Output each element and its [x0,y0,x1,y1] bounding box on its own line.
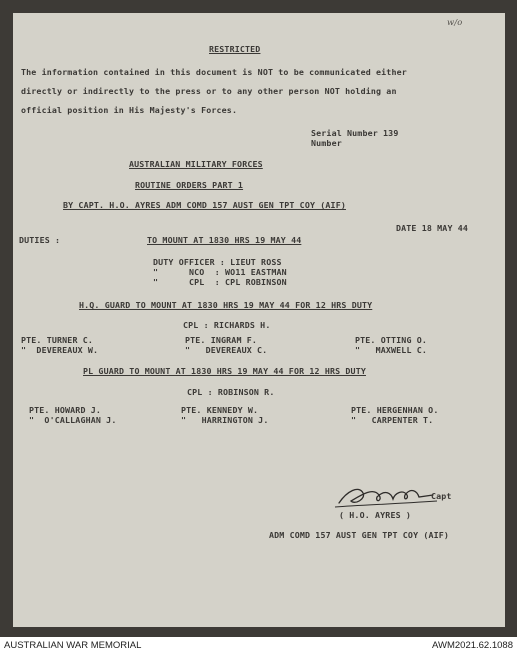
document-sheet [13,13,505,627]
archive-name: AUSTRALIAN WAR MEMORIAL [4,640,142,651]
duty-nco-line: " NCO : WO11 EASTMAN [153,267,287,277]
force-heading: AUSTRALIAN MILITARY FORCES [129,159,263,169]
pl-guard-col2-line1: PTE. KENNEDY W. [181,405,259,415]
pl-guard-col2-line2: " HARRINGTON J. [181,415,269,425]
hq-guard-heading: H.Q. GUARD TO MOUNT AT 1830 HRS 19 MAY 44 FOR 12 HRS DUTY [79,300,373,310]
duty-officer-line: DUTY OFFICER : LIEUT ROSS [153,257,282,267]
pl-guard-col3-line1: PTE. HERGENHAN O. [351,405,439,415]
hq-guard-col3-line1: PTE. OTTING O. [355,335,428,345]
corner-mark: w/o [447,17,463,27]
pl-guard-cpl: CPL : ROBINSON R. [187,387,275,397]
order-date: DATE 18 MAY 44 [396,223,469,233]
hq-guard-col1-line1: PTE. TURNER C. [21,335,94,345]
hq-guard-col2-line2: " DEVEREAUX C. [185,345,268,355]
warning-line-2: directly or indirectly to the press or to any other person NOT holding an [21,86,397,96]
classification-heading: RESTRICTED [209,44,261,54]
orders-heading: ROUTINE ORDERS PART 1 [135,180,244,190]
signatory-name: ( H.O. AYRES ) [339,510,412,520]
hq-guard-col1-line2: " DEVEREAUX W. [21,345,99,355]
duties-label: DUTIES : [19,235,61,245]
pl-guard-col1-line1: PTE. HOWARD J. [29,405,102,415]
serial-number-label: Number [311,138,342,148]
hq-guard-cpl: CPL : RICHARDS H. [183,320,271,330]
pl-guard-col3-line2: " CARPENTER T. [351,415,434,425]
warning-line-1: The information contained in this document is NOT to be communicated either [21,67,407,77]
duties-mount-heading: TO MOUNT AT 1830 HRS 19 MAY 44 [147,235,302,245]
archive-footer [0,637,517,653]
hq-guard-col3-line2: " MAXWELL C. [355,345,428,355]
signature-rank: Capt [431,491,452,501]
warning-line-3: official position in His Majesty's Forces. [21,105,238,115]
signatory-unit: ADM COMD 157 AUST GEN TPT COY (AIF) [269,530,450,540]
handwritten-signature [333,479,443,513]
pl-guard-heading: PL GUARD TO MOUNT AT 1830 HRS 19 MAY 44 FOR 12 HRS DUTY [83,366,366,376]
pl-guard-col1-line2: " O'CALLAGHAN J. [29,415,117,425]
archive-reference: AWM2021.62.1088 [432,640,513,651]
duty-cpl-line: " CPL : CPL ROBINSON [153,277,287,287]
hq-guard-col2-line1: PTE. INGRAM F. [185,335,258,345]
serial-number: Serial Number 139 [311,128,399,138]
by-line: BY CAPT. H.O. AYRES ADM COMD 157 AUST GEN TPT COY (AIF) [63,200,346,210]
